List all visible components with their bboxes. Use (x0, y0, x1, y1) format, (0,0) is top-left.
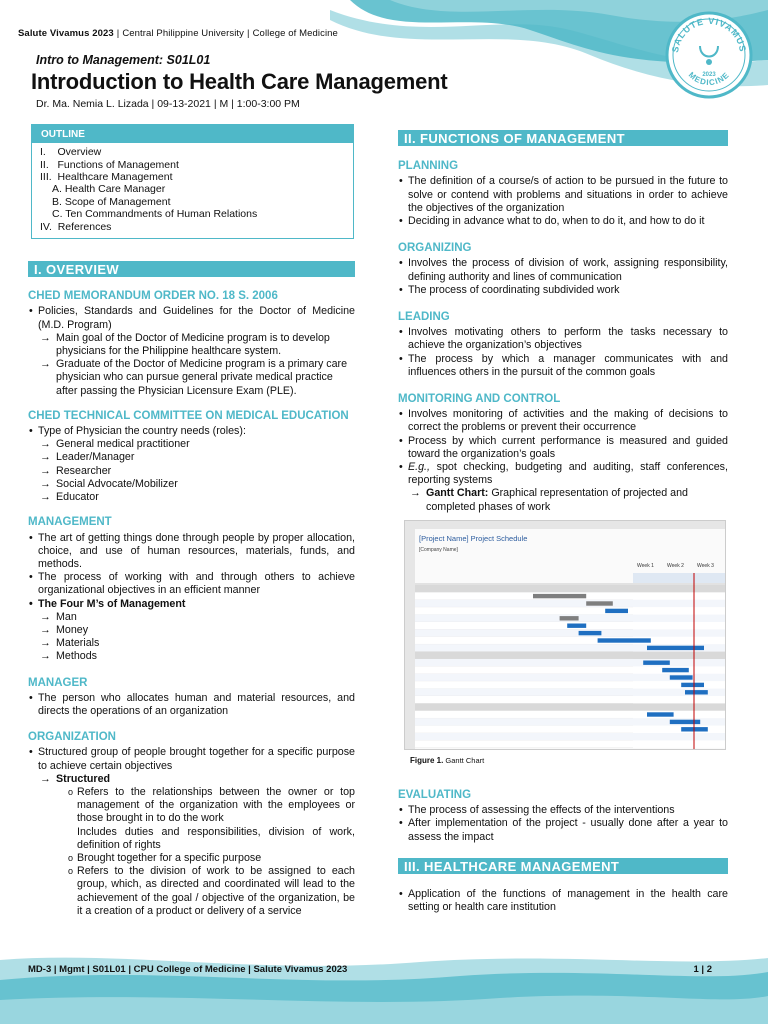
figure-label: Figure 1. (410, 755, 444, 765)
gantt-company: [Company Name] (419, 546, 458, 553)
gantt-task-bar (681, 683, 704, 687)
list-item (410, 487, 728, 513)
gantt-row (415, 607, 726, 614)
gantt-definition: Graphical representation of projected and completed phases of work (426, 487, 688, 513)
gantt-row (415, 703, 726, 710)
monitoring-heading: MONITORING AND CONTROL (398, 393, 561, 406)
list-item: • Structured group of people brought together for a specific purpose to achieve certain objectives (28, 746, 355, 772)
gantt-task-bar (605, 609, 628, 613)
header-college: College of Medicine (252, 28, 338, 39)
list-item: • The process of working with and through others to achieve organizational objectives in an efficient manner (28, 571, 355, 597)
evaluating-heading: EVALUATING (398, 789, 472, 802)
gantt-task-bar (567, 623, 586, 627)
header-university: Central Philippine University (122, 28, 245, 39)
gantt-row (415, 681, 726, 688)
gantt-row (415, 711, 726, 718)
list-item: o Refers to the division of work to be assigned to each group, which, as directed and coordinated will lead to the achievement of the goal / objective of the organization, be it a creation of a product or delivery of a service (68, 865, 355, 918)
figure-caption-text: Gantt Chart (443, 755, 485, 765)
list-item: • The art of getting things done through people by proper allocation, choice, and use of human resources, materials, funds, and methods. (28, 532, 355, 572)
gantt-row (415, 659, 726, 666)
page-number: 1 | 2 (693, 964, 712, 975)
gantt-task-bar (579, 631, 602, 635)
gantt-term: Gantt Chart: (426, 487, 489, 500)
seal-year: 2023 (702, 72, 716, 78)
list-item (398, 461, 728, 487)
techcom-heading: CHED TECHNICAL COMMITTEE ON MEDICAL EDUCATION (28, 409, 349, 422)
gantt-row (415, 725, 726, 732)
list-item: • Involves monitoring of activities and the making of decisions to correct the problems or prevent their occurrence (398, 408, 728, 434)
seal-bottom-text: MEDICINE (686, 70, 732, 88)
list-item: • Involves motivating others to perform the tasks necessary to achieve the organization’s objectives (398, 326, 728, 352)
list-item: • Type of Physician the country needs (roles): (28, 425, 355, 438)
list-item: • Application of the functions of management in the health care setting or health care institution (398, 888, 728, 914)
eg-text: spot checking, budgeting and auditing, staff conferences, reporting systems (408, 461, 728, 487)
figure-caption (410, 754, 728, 767)
list-item: • Involves the process of division of work, assigning responsibility, defining authority and lines of communication (398, 257, 728, 283)
list-item: • Process by which current performance is measured and guided toward the organization’s goals (398, 435, 728, 461)
list-item: → Methods (40, 650, 355, 663)
list-item: → Structured (40, 773, 355, 786)
gantt-task-bar (643, 660, 670, 664)
gantt-week-2: Week 2 (667, 562, 684, 569)
footer-wave-decoration (0, 940, 768, 1024)
outline-label: OUTLINE (32, 125, 353, 143)
gantt-task-bar (560, 616, 579, 620)
section-bar-healthcare: III. HEALTHCARE MANAGEMENT (398, 858, 728, 874)
lecture-info: Dr. Ma. Nemia L. Lizada | 09-13-2021 | M | 1:00-3:00 PM (36, 98, 300, 110)
list-item: • The process of coordinating subdivided work (398, 284, 728, 297)
header-batch: Salute Vivamus 2023 (18, 28, 114, 39)
gantt-task-bar (586, 601, 613, 605)
outline-item: II. Functions of Management (40, 158, 179, 171)
gantt-task-bar (670, 675, 693, 679)
salute-vivamus-seal (664, 10, 754, 100)
outline-item: A. Health Care Manager (52, 183, 166, 196)
right-column (398, 130, 728, 915)
list-item: • The process of assessing the effects of the interventions (398, 804, 728, 817)
gantt-row (415, 733, 726, 740)
gantt-task-bar (670, 720, 700, 724)
left-column (28, 124, 355, 918)
gantt-row (415, 740, 726, 747)
list-item: • The process by which a manager communicates with and influences others in the pursuit of the common goals (398, 353, 728, 379)
list-item: • Deciding in advance what to do, when to do it, and how to do it (398, 215, 728, 228)
manager-heading: MANAGER (28, 676, 88, 689)
section-bar-functions: II. FUNCTIONS OF MANAGEMENT (398, 130, 728, 146)
list-item: → Main goal of the Doctor of Medicine program is to develop physicians for the Philippine healthcare system. (40, 332, 355, 358)
gantt-task-bar (647, 646, 704, 650)
org-structured-desc: o Refers to the relationships between the owner or top management of the organization with the employees or those brought in to do the work (77, 785, 355, 825)
gantt-row (415, 629, 726, 636)
gantt-row (415, 600, 726, 607)
outline-box (31, 124, 354, 239)
section-bar-overview: I. OVERVIEW (28, 261, 355, 277)
gantt-task-bar (662, 668, 689, 672)
outline-item: III. Healthcare Management (40, 171, 173, 184)
header-affiliation: Salute Vivamus 2023 | Central Philippine University | College of Medicine (18, 28, 338, 39)
eg-label: E.g., (408, 461, 430, 474)
gantt-title: [Project Name] Project Schedule (419, 533, 528, 543)
list-item: → Man (40, 611, 355, 624)
list-item: → Graduate of the Doctor of Medicine program is a primary care physician who can pursue general private medical practice after passing the Physician Licensure Exam (PLE). (40, 358, 355, 398)
list-item: • After implementation of the project - usually done after a year to assess the impact (398, 817, 728, 843)
list-item: o Brought together for a specific purpose (68, 852, 355, 865)
list-item: → Social Advocate/Mobilizer (40, 478, 355, 491)
footer-course: MD-3 | Mgmt | S01L01 | CPU College of Medicine | Salute Vivamus 2023 (28, 964, 348, 975)
ched18-heading: CHED MEMORANDUM ORDER NO. 18 S. 2006 (28, 290, 278, 303)
list-item: → Researcher (40, 465, 355, 478)
course-code: Intro to Management: S01L01 (36, 53, 211, 67)
list-item: → Leader/Manager (40, 451, 355, 464)
organizing-heading: ORGANIZING (398, 242, 472, 255)
leading-heading: LEADING (398, 311, 450, 324)
gantt-chart-image (405, 521, 726, 750)
list-item: → Educator (40, 491, 355, 504)
list-item (68, 786, 355, 852)
gantt-task-bar (647, 712, 674, 716)
outline-item: B. Scope of Management (52, 195, 171, 208)
gantt-task-bar (533, 594, 586, 598)
gantt-row (415, 585, 726, 592)
gantt-row (415, 696, 726, 703)
management-heading: MANAGEMENT (28, 516, 112, 529)
gantt-task-bar (685, 690, 708, 694)
outline-item: IV. References (40, 220, 112, 233)
outline-list (32, 143, 353, 238)
outline-item: C. Ten Commandments of Human Relations (52, 208, 258, 221)
list-item: • The Four M’s of Management (28, 598, 355, 611)
gantt-row (415, 637, 726, 644)
gantt-row (415, 688, 726, 695)
list-item: → Money (40, 624, 355, 637)
seal-top-text: SALUTE VIVAMUS (670, 15, 748, 54)
list-item: • Policies, Standards and Guidelines for the Doctor of Medicine (M.D. Program) (28, 305, 355, 331)
gantt-chart-figure (404, 520, 726, 750)
list-item: • The definition of a course/s of action to be pursued in the future to solve or contend with problems and situations in order to achieve the objectives of the organization (398, 175, 728, 215)
gantt-week-3: Week 3 (697, 562, 714, 569)
outline-item: I. Overview (40, 146, 102, 159)
org-structured-includes: Includes duties and responsibilities, division of work, definition of rights (77, 825, 355, 851)
planning-heading: PLANNING (398, 160, 459, 173)
gantt-row (415, 651, 726, 658)
organization-heading: ORGANIZATION (28, 731, 116, 744)
list-item: • The person who allocates human and material resources, and directs the operations of an organization (28, 692, 355, 718)
gantt-week-1: Week 1 (637, 562, 654, 569)
list-item: → General medical practitioner (40, 438, 355, 451)
gantt-task-bar (598, 638, 651, 642)
page-footer (28, 964, 730, 975)
list-item: → Materials (40, 637, 355, 650)
page-title: Introduction to Health Care Management (31, 69, 448, 94)
